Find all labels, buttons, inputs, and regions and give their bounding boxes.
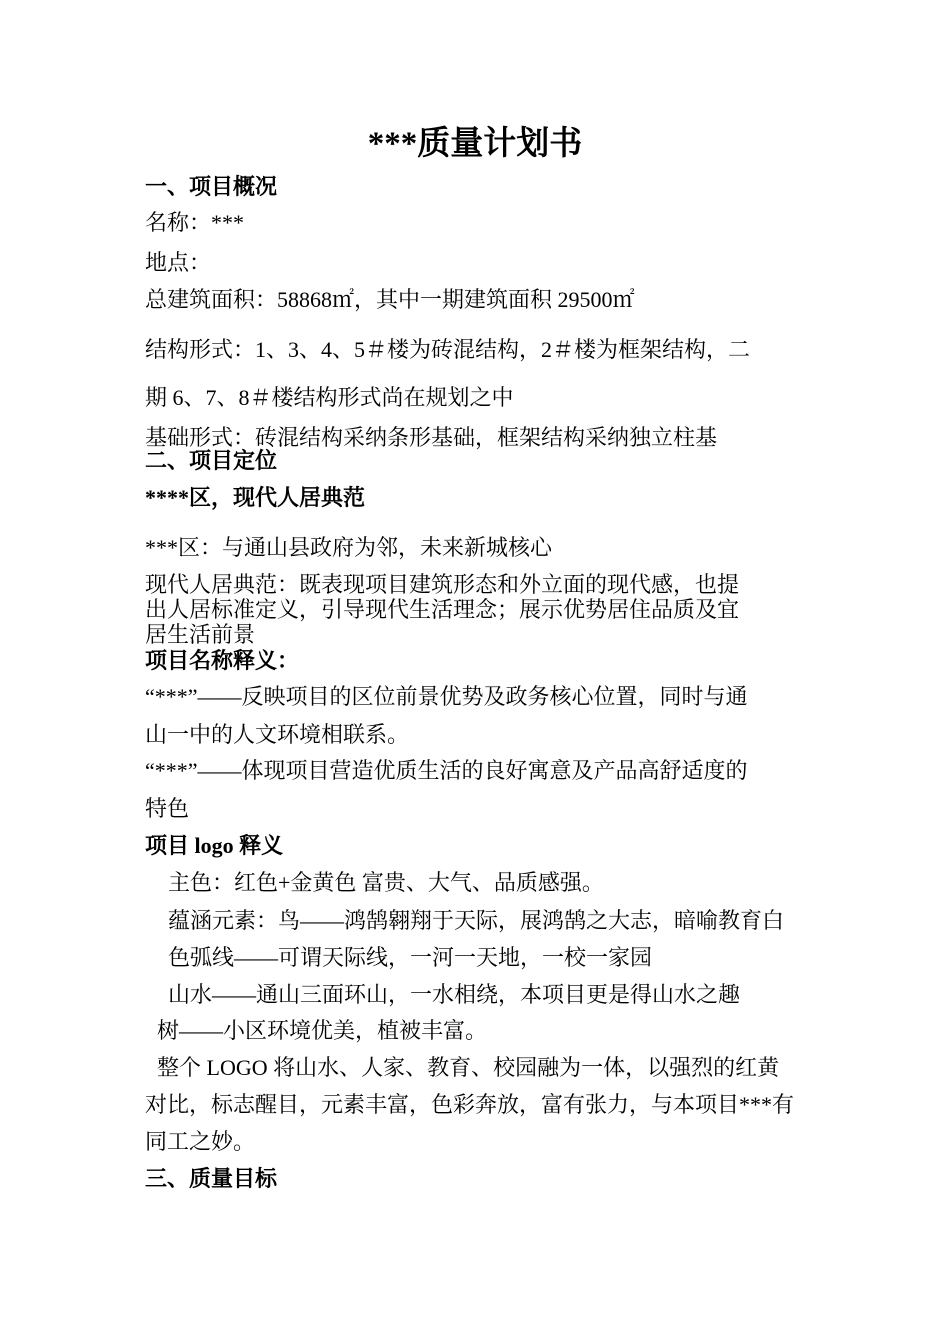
subheading: ****区，现代人居典范	[145, 485, 366, 510]
section-heading: 三、质量目标	[145, 1166, 278, 1191]
paragraph: 树——小区环境优美，植被丰富。	[157, 1018, 488, 1043]
paragraph: 蕴涵元素：鸟——鸿鹄翱翔于天际，展鸿鹄之大志，暗喻教育白	[168, 908, 785, 933]
paragraph: 色弧线——可谓天际线，一河一天地，一校一家园	[168, 945, 653, 970]
paragraph: 名称：***	[145, 210, 245, 235]
paragraph: 现代人居典范：既表现项目建筑形态和外立面的现代感，也提	[145, 572, 740, 597]
section-heading: 一、项目概况	[145, 174, 278, 199]
subheading: 项目 logo 释义	[145, 833, 284, 858]
paragraph: 基础形式：砖混结构采纳条形基础，框架结构采纳独立柱基	[145, 425, 718, 450]
section-heading: 二、项目定位	[145, 448, 278, 473]
paragraph: 山水——通山三面环山，一水相绕，本项目更是得山水之趣	[168, 982, 741, 1007]
paragraph: 居生活前景	[145, 622, 256, 647]
paragraph: 地点：	[145, 250, 212, 275]
paragraph: 特色	[145, 796, 190, 821]
paragraph: 期 6、7、8＃楼结构形式尚在规划之中	[145, 385, 514, 410]
paragraph: “***”——反映项目的区位前景优势及政务核心位置，同时与通	[145, 684, 748, 709]
subheading: 项目名称释义：	[145, 648, 300, 673]
paragraph: 总建筑面积：58868㎡，其中一期建筑面积 29500㎡	[145, 287, 635, 312]
paragraph: 山一中的人文环境相联系。	[145, 722, 410, 747]
paragraph: 主色：红色+金黄色 富贵、大气、品质感强。	[168, 870, 604, 895]
paragraph: 出人居标准定义，引导现代生活理念；展示优势居住品质及宜	[145, 597, 740, 622]
paragraph: ***区：与通山县政府为邻，未来新城核心	[145, 535, 553, 560]
paragraph: “***”——体现项目营造优质生活的良好寓意及产品高舒适度的	[145, 758, 748, 783]
paragraph: 同工之妙。	[145, 1129, 256, 1154]
paragraph: 结构形式：1、3、4、5＃楼为砖混结构，2＃楼为框架结构，二	[145, 337, 751, 362]
paragraph: 对比，标志醒目，元素丰富，色彩奔放，富有张力，与本项目***有	[145, 1092, 795, 1117]
paragraph: 整个 LOGO 将山水、人家、教育、校园融为一体，以强烈的红黄	[157, 1055, 780, 1080]
document-title: ***质量计划书	[367, 126, 583, 162]
